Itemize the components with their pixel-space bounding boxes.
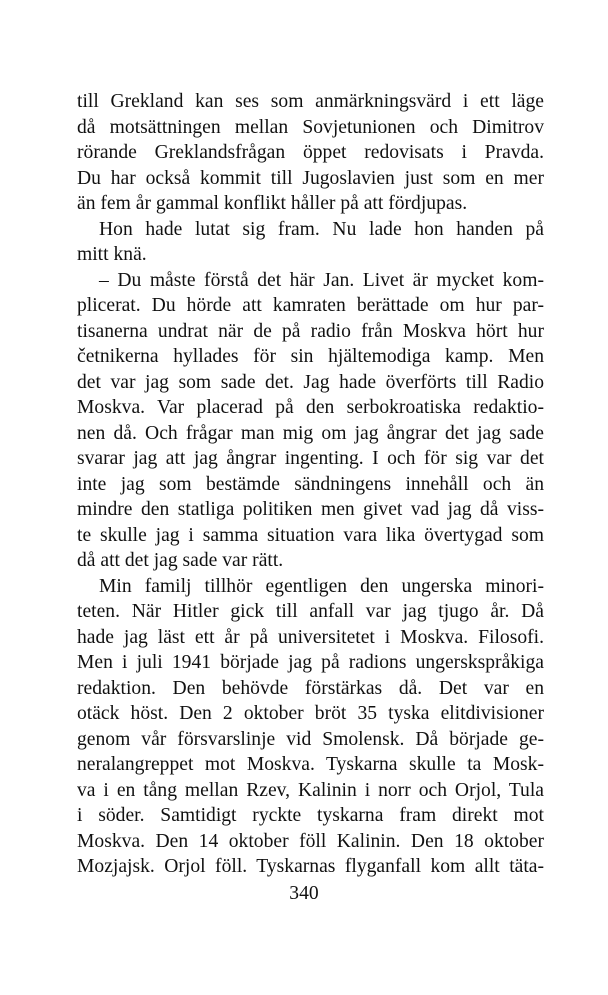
page-number: 340 (289, 883, 319, 904)
text-line: än fem år gammal konflikt håller på att fördjupas. (77, 193, 468, 214)
text-line: te skulle jag i samma situation vara lika övertygad som (77, 524, 544, 546)
text-line: till Grekland kan ses som anmärkningsvärd i ett läge (77, 91, 544, 112)
text-line: plicerat. Du hörde att kamraten berättade om hur par- (77, 295, 544, 316)
text-line: va i en tång mellan Rzev, Kalinin i norr och Orjol, Tula (77, 779, 544, 801)
text-line: Min familj tillhör egentligen den ungerska minori- (99, 575, 544, 597)
text-line: hade jag läst ett år på universitetet i Moskva. Filosofi. (77, 626, 544, 648)
text-line: Mozjajsk. Orjol föll. Tyskarnas flyganfall kom allt täta- (77, 856, 544, 877)
text-line: rörande Greklandsfrågan öppet redovisats i Pravda. (77, 142, 544, 163)
text-line: i söder. Samtidigt ryckte tyskarna fram direkt mot (77, 805, 544, 826)
text-line: četnikerna hyllades för sin hjältemodiga kamp. Men (77, 346, 544, 367)
text-line: Moskva. Var placerad på den serbokroatiska redaktio- (77, 397, 544, 418)
text-line: svarar jag att jag ångrar ingenting. I och för sig var det (77, 448, 544, 469)
text-line: Moskva. Den 14 oktober föll Kalinin. Den 18 oktober (77, 830, 544, 852)
text-line: då att det jag sade var rätt. (77, 550, 284, 571)
text-line: det var jag som sade det. Jag hade överförts till Radio (77, 371, 544, 393)
text-line: – Du måste förstå det här Jan. Livet är mycket kom- (99, 269, 544, 291)
text-line: Men i juli 1941 började jag på radions ungerskspråkiga (77, 652, 544, 673)
text-line: neralangreppet mot Moskva. Tyskarna skulle ta Mosk- (77, 754, 544, 775)
text-line: tisanerna undrat när de på radio från Moskva hört hur (77, 320, 544, 342)
text-line: teten. När Hitler gick till anfall var jag tjugo år. Då (77, 601, 544, 622)
text-line: nen då. Och frågar man mig om jag ångrar det jag sade (77, 422, 544, 444)
text-line: då motsättningen mellan Sovjetunionen och Dimitrov (77, 116, 544, 138)
text-line: mindre den statliga politiken men givet vad jag då viss- (77, 499, 544, 520)
text-line: redaktion. Den behövde förstärkas då. Det var en (77, 677, 544, 699)
text-line: mitt knä. (77, 244, 147, 265)
text-line: Du har också kommit till Jugoslavien just som en mer (77, 167, 544, 189)
text-line: Hon hade lutat sig fram. Nu lade hon handen på (99, 218, 544, 240)
text-line: otäck höst. Den 2 oktober bröt 35 tyska elitdivisioner (77, 703, 544, 724)
text-line: inte jag som bestämde sändningens innehåll och än (77, 473, 544, 495)
body-text (77, 89, 544, 880)
text-line: genom vår försvarslinje vid Smolensk. Då började ge- (77, 728, 544, 750)
